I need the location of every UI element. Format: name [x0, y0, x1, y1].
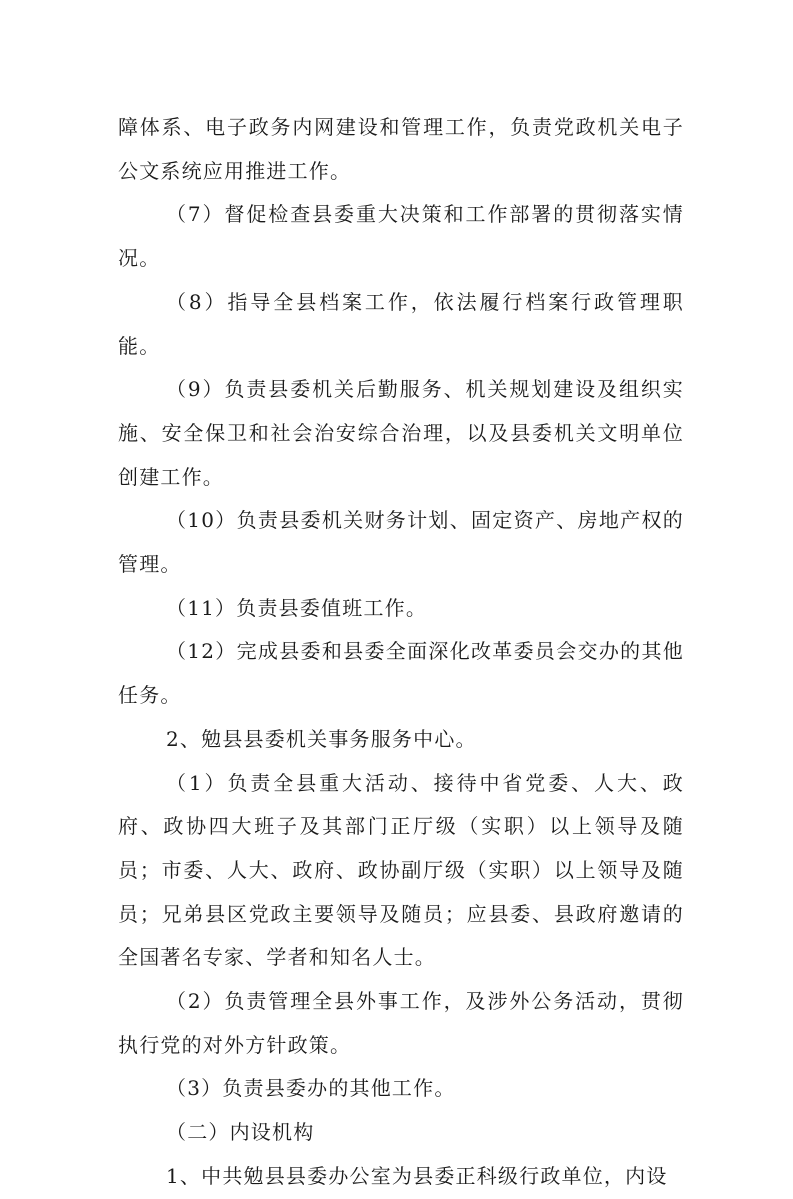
- document-body: [118, 106, 684, 1199]
- paragraph-item-9: （9）负责县委机关后勤服务、机关规划建设及组织实施、安全保卫和社会治安综合治理，以及县委机关文明单位创建工作。: [118, 377, 684, 489]
- paragraph-item-8: （8）指导全县档案工作，依法履行档案行政管理职能。: [118, 289, 684, 358]
- paragraph-item-12: （12）完成县委和县委全面深化改革委员会交办的其他任务。: [118, 639, 684, 708]
- paragraph-item-10: （10）负责县委机关财务计划、固定资产、房地产权的管理。: [118, 508, 684, 577]
- paragraph-subitem-1: （1）负责全县重大活动、接待中省党委、人大、政府、政协四大班子及其部门正厅级（实职）以上领导及随员；市委、人大、政府、政协副厅级（实职）以上领导及随员；兄弟县区党政主要领导及随员；应县委、县政府邀请的全国著名专家、学者和知名人士。: [118, 770, 684, 970]
- paragraph-internal-1: 1、中共勉县县委办公室为县委正科级行政单位，内设: [166, 1163, 668, 1188]
- section-heading-service-center: 2、勉县县委机关事务服务中心。: [166, 726, 477, 751]
- paragraph-continuation: 障体系、电子政务内网建设和管理工作，负责党政机关电子公文系统应用推进工作。: [118, 115, 684, 183]
- paragraph-subitem-3: （3）负责县委办的其他工作。: [166, 1076, 456, 1101]
- paragraph-item-11: （11）负责县委值班工作。: [166, 595, 428, 620]
- paragraph-subitem-2: （2）负责管理全县外事工作，及涉外公务活动，贯彻执行党的对外方针政策。: [118, 989, 684, 1057]
- paragraph-item-7: （7）督促检查县委重大决策和工作部署的贯彻落实情况。: [118, 202, 684, 271]
- section-heading-internal-structure: （二）内设机构: [166, 1120, 315, 1145]
